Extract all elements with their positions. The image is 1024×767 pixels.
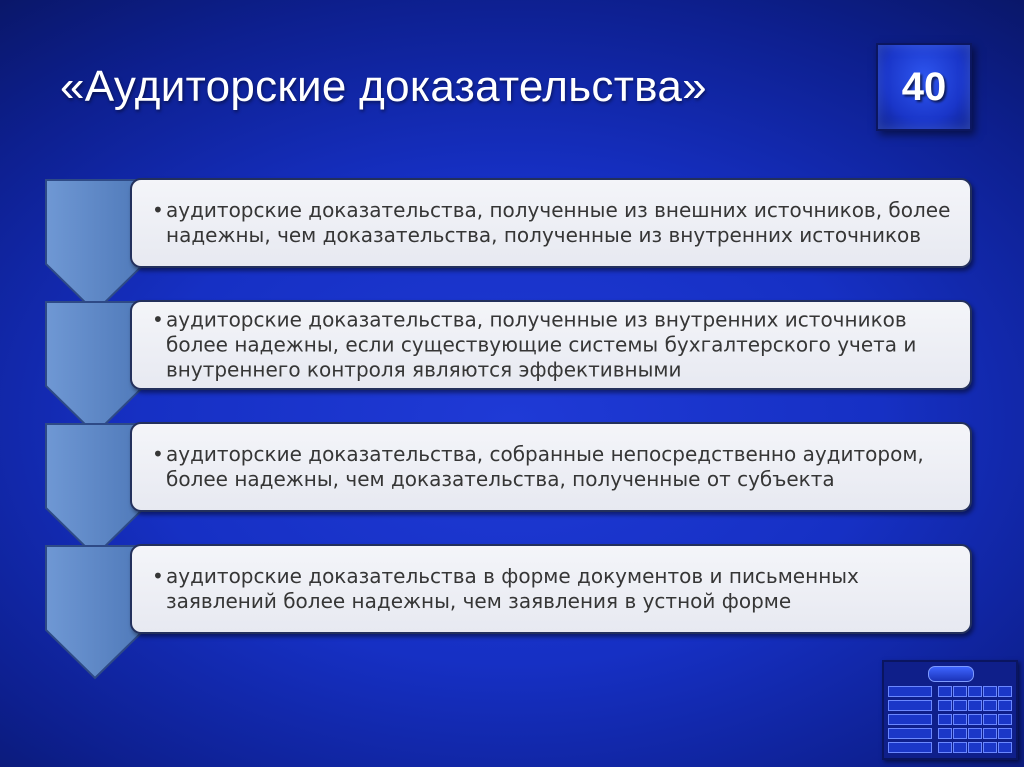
list-item (130, 422, 972, 512)
board-row (888, 686, 1014, 697)
list-item-text: аудиторские доказательства, полученные из внутренних источников более надежны, если существующие системы бухгалтерского учета и внутреннего контроля являются эффективными (166, 307, 917, 382)
bullet-icon: • (152, 564, 164, 588)
board-row (888, 728, 1014, 739)
list-item (130, 544, 972, 634)
slide-title: «Аудиторские доказательства» (60, 62, 707, 111)
board-row (888, 700, 1014, 711)
list-item-text: аудиторские доказательства в форме документов и письменных заявлений более надежны, чем заявления в устной форме (166, 564, 859, 613)
board-row (888, 742, 1014, 753)
board-logo (928, 666, 974, 682)
score-badge (876, 43, 972, 131)
bullet-icon: • (152, 307, 164, 332)
bullet-icon: • (152, 442, 164, 466)
game-board-thumbnail[interactable] (882, 660, 1018, 760)
bullet-icon: • (152, 198, 164, 222)
list-item (130, 178, 972, 268)
board-row (888, 714, 1014, 725)
list-item (130, 300, 972, 390)
score-value: 40 (901, 64, 947, 109)
list-item-text: аудиторские доказательства, собранные непосредственно аудитором, более надежны, чем доказательства, полученные от субъекта (166, 442, 924, 491)
list-item-text: аудиторские доказательства, полученные из внешних источников, более надежны, чем доказательства, полученные из внутренних источников (166, 198, 951, 247)
